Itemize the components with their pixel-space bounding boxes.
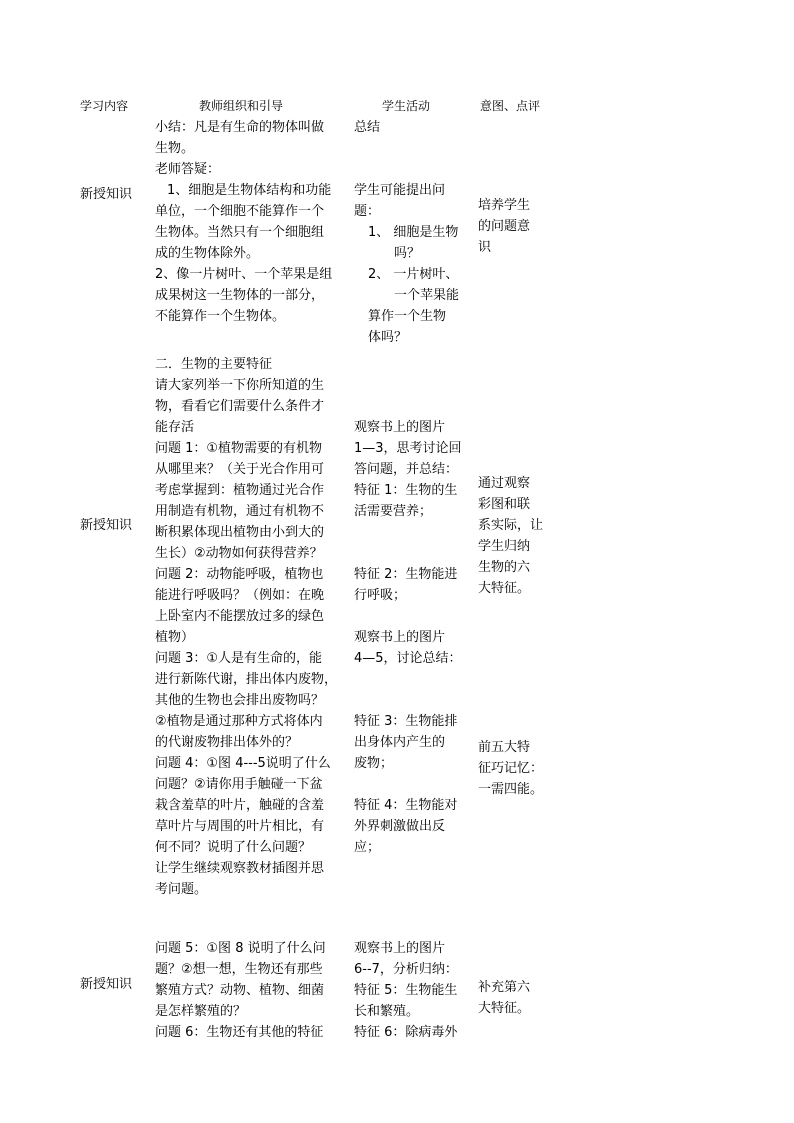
header-student: 学生活动 (382, 99, 431, 113)
text-line: 总结 (354, 120, 381, 135)
section2-student-b (354, 564, 472, 606)
text-line: 应； (354, 840, 381, 855)
text-line: 题？②想一想，生物还有那些 (155, 962, 323, 977)
text-line: 物，看看它们需要什么条件才 (155, 399, 325, 414)
text-line: ②植物是通过那种方式将体内 (155, 714, 323, 729)
text-line: 让学生继续观察教材插图并思 (155, 861, 325, 876)
text-line: 4—5，讨论总结： (354, 651, 462, 666)
section3-intent (478, 977, 558, 1019)
text-line: 识 (478, 240, 492, 255)
text-line: 征巧记忆： (478, 761, 544, 776)
text-line: 观察书上的图片 (354, 630, 446, 645)
text-line: 特征 6：除病毒外 (354, 1025, 458, 1040)
text-line: 成的生物体除外。 (155, 246, 260, 261)
text-line: 问题 5：①图 8 说明了什么问 (155, 941, 326, 956)
text-line: 特征 4：生物能对 (354, 798, 458, 813)
text-line: 进行新陈代谢，排出体内废物， (155, 672, 338, 687)
text-line: 用制造有机物，通过有机物不 (155, 504, 325, 519)
text-line: 题： (354, 204, 381, 219)
text-line: 观察书上的图片 (354, 420, 446, 435)
text-line: 栽含羞草的叶片，触碰的含羞 (155, 798, 325, 813)
text-line: 彩图和联 (478, 497, 531, 512)
header-content: 学习内容 (80, 99, 129, 113)
text-line: 补充第六 (478, 980, 531, 995)
text-line: 长和繁殖。 (354, 1004, 420, 1019)
text-line: 出身体内产生的 (354, 735, 446, 750)
text-line: 繁殖方式？动物、植物、细菌 (155, 983, 325, 998)
text-line: 问题 6：生物还有其他的特征 (155, 1025, 324, 1040)
text-line: 系实际，让 (478, 518, 544, 533)
section1-intent (478, 195, 558, 258)
section2-intent-b (478, 737, 558, 800)
text-line: 问题 4：①图 4---5说明了什么 (155, 756, 331, 771)
text-line: 断积累体现出植物由小到大的 (155, 525, 325, 540)
text-line: 上卧室内不能摆放过多的绿色 (155, 609, 325, 624)
section2-intent-a (478, 473, 558, 599)
text-line: 问题 3：①人是有生命的，能 (155, 651, 323, 666)
text-line: 能进行呼吸吗？（例如：在晚 (155, 588, 325, 603)
text-line: 培养学生 (478, 198, 531, 213)
section2-teacher (155, 354, 345, 900)
section1-student (354, 180, 472, 348)
section3-student (354, 938, 472, 1043)
text-line: 生长）②动物如何获得营养？ (155, 546, 323, 561)
text-line: 考虑掌握到：植物通过光合作 (155, 483, 325, 498)
text-line: 老师答疑： (155, 162, 221, 177)
text-line: 是怎样繁殖的？ (155, 1004, 247, 1019)
text-line: 活需要营养； (354, 504, 433, 519)
text-line: 一需四能。 (478, 782, 544, 797)
row-label-3: 新授知识 (80, 977, 133, 992)
text-line: 小结：凡是有生命的物体叫做 (155, 120, 325, 135)
text-line: 吗？ (394, 246, 421, 261)
text-line: 通过观察 (478, 476, 531, 491)
text-line: 请大家列举一下你所知道的生 (155, 378, 325, 393)
text-line: 问题？②请你用手触碰一下盆 (155, 777, 323, 792)
text-line: 外界刺激做出反 (354, 819, 446, 834)
section2-student-e (354, 795, 472, 858)
text-line: 从哪里来？（关于光合作用可 (155, 462, 325, 477)
text-line: 其他的生物也会排出废物吗？ (155, 693, 325, 708)
text-line: 学生归纳 (478, 539, 531, 554)
header-intent: 意图、点评 (480, 99, 541, 113)
text-line: 能存活 (155, 420, 195, 435)
text-line: 不能算作一个生物体。 (155, 309, 286, 324)
text-line: 问题 2：动物能呼吸，植物也 (155, 567, 324, 582)
section1-teacher (155, 117, 345, 327)
text-line: 生物体。当然只有一个细胞组 (155, 225, 325, 240)
text-line: 6--7，分析归纳： (354, 962, 458, 977)
text-line: 观察书上的图片 (354, 941, 446, 956)
text-line: 体吗？ (368, 330, 408, 345)
text-line: 2、 一片树叶、 (368, 267, 459, 282)
text-line: 2、像一片树叶、一个苹果是组 (155, 267, 333, 282)
section2-student-a (354, 417, 472, 522)
text-line: 1、细胞是生物体结构和功能 (167, 183, 332, 198)
text-line: 大特征。 (478, 581, 531, 596)
section3-teacher (155, 938, 345, 1043)
text-line: 何不同？说明了什么问题？ (155, 840, 312, 855)
text-line: 二．生物的主要特征 (155, 357, 273, 372)
text-line: 植物） (155, 630, 195, 645)
text-line: 答问题，并总结： (354, 462, 459, 477)
text-line: 生物。 (155, 141, 195, 156)
text-line: 1、 细胞是生物 (368, 225, 459, 240)
text-line: 废物； (354, 756, 394, 771)
text-line: 问题 1：①植物需要的有机物 (155, 441, 323, 456)
text-line: 算作一个生物 (368, 309, 447, 324)
text-line: 一个苹果能 (394, 288, 460, 303)
text-line: 大特征。 (478, 1001, 531, 1016)
text-line: 考问题。 (155, 882, 208, 897)
text-line: 1—3，思考讨论回 (354, 441, 462, 456)
text-line: 行呼吸； (354, 588, 407, 603)
header-teacher: 教师组织和引导 (199, 99, 284, 113)
text-line: 特征 3：生物能排 (354, 714, 458, 729)
text-line: 单位，一个细胞不能算作一个 (155, 204, 325, 219)
row-label-2: 新授知识 (80, 518, 133, 533)
text-line: 特征 5：生物能生 (354, 983, 458, 998)
text-line: 的问题意 (478, 219, 531, 234)
text-line: 学生可能提出问 (354, 183, 446, 198)
text-line: 前五大特 (478, 740, 531, 755)
text-line: 生物的六 (478, 560, 531, 575)
text-line: 特征 2：生物能进 (354, 567, 458, 582)
text-line: 成果树这一生物体的一部分， (155, 288, 325, 303)
text-line: 的代谢废物排出体外的？ (155, 735, 299, 750)
row-label-1: 新授知识 (80, 187, 133, 202)
section1-student-summary (354, 117, 472, 138)
section2-student-d (354, 711, 472, 774)
text-line: 特征 1：生物的生 (354, 483, 458, 498)
section2-student-c (354, 627, 472, 669)
text-line: 草叶片与周围的叶片相比，有 (155, 819, 325, 834)
